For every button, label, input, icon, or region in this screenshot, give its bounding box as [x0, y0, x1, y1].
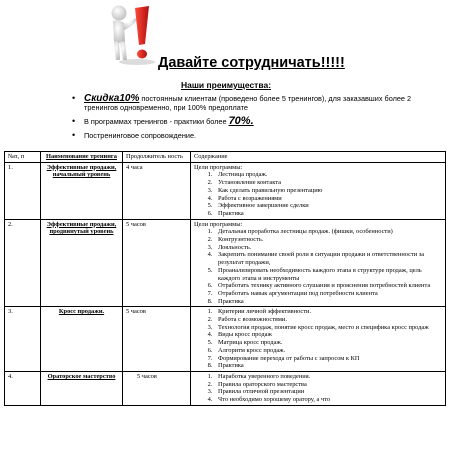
goal-item: 1. Детальная проработка лестницы продаж. (фишки, особенности): [214, 228, 442, 236]
goal-item: 7. Формирование перехода от работы с запросом к КП: [214, 355, 442, 363]
table-row: [5, 219, 446, 307]
goal-item: 2. Работа с возможностями.: [214, 316, 442, 324]
training-table: [4, 151, 446, 406]
training-duration: 5 часов: [123, 307, 191, 372]
goal-item: 3. Технология продаж, понятие кросс продаж, место и специфика кросс продаж: [214, 324, 442, 332]
goal-item: 1. Лестница продаж.: [214, 171, 442, 179]
row-number: 4.: [5, 371, 41, 405]
header-number: №п, п: [5, 152, 41, 163]
goal-item: 5. Эффективное завершение сделки: [214, 202, 442, 210]
goal-item: 6. Практика: [214, 210, 442, 218]
person-with-exclamation-icon: [105, 2, 165, 67]
training-duration: 5 часов: [123, 371, 191, 405]
table-header-row: [5, 152, 446, 163]
goal-item: 4. Работа с возражениями: [214, 195, 442, 203]
advantage-practice: • В программах тренингов - практики более 70%.: [72, 115, 254, 127]
headline: Давайте сотрудничать!!!!!: [158, 55, 345, 71]
training-content: [191, 219, 446, 307]
training-title: Эффективные продажи, начальный уровень: [41, 162, 123, 219]
goal-item: 2. Установление контакта: [214, 179, 442, 187]
header-duration: Продолжитель ность: [123, 152, 191, 163]
goal-item: 8. Практика: [214, 362, 442, 370]
training-content: [191, 371, 446, 405]
goals-list: [194, 308, 442, 370]
goal-item: 4. Что необходимо хорошему оратору, а что: [214, 396, 442, 404]
training-duration: 5 часов: [123, 219, 191, 307]
advantage-discount: • Скидка10% постоянным клиентам (проведено более 5 тренингов), для заказавших более 2 тренингов одновременно, при 100% предоплате: [72, 93, 412, 112]
goal-item: 3. Как сделать правильную презентацию: [214, 187, 442, 195]
goal-item: 7. Отработать навык аргументации под потребности клиента: [214, 290, 442, 298]
training-duration: 4 часа: [123, 162, 191, 219]
training-content: [191, 307, 446, 372]
training-title: Эффективные продажи, продвинутый уровень: [41, 219, 123, 307]
advantage-support: • Постренинговое сопровождение.: [72, 130, 197, 140]
advantages-list: [70, 94, 440, 145]
bullet-dot-icon: •: [72, 93, 76, 103]
goal-item: 2. Конгруэнтность.: [214, 236, 442, 244]
training-title: Ораторское мастерство: [41, 371, 123, 405]
row-number: 3.: [5, 307, 41, 372]
table-row: [5, 162, 446, 219]
row-number: 1.: [5, 162, 41, 219]
training-content: [191, 162, 446, 219]
goal-item: 1. Наработка уверенного поведения.: [214, 373, 442, 381]
goal-item: 8. Практика: [214, 298, 442, 306]
goals-label: Цели программы:: [194, 163, 243, 171]
goal-item: 4. Закрепить понимание своей роли в ситуации продажи и ответственности за результат продажи,: [214, 251, 442, 266]
goal-item: 3. Правила отличной презентации: [214, 388, 442, 396]
goal-item: 6. Алгоритм кросс продаж.: [214, 347, 442, 355]
goal-item: 1. Критерии личной эффективности.: [214, 308, 442, 316]
advantages-title: Наши преимущества:: [180, 80, 272, 90]
goal-item: 5. Матрица кросс продаж.: [214, 339, 442, 347]
header-content: Содержание: [191, 152, 446, 163]
row-number: 2.: [5, 219, 41, 307]
table-row: [5, 307, 446, 372]
goal-item: 2. Правила ораторского мастерства: [214, 381, 442, 389]
header-name: Наименование тренинга: [41, 152, 123, 163]
goal-item: 5. Проанализировать необходимость каждого этапа в структуре продаж, цель каждого этапа и инструменты: [214, 267, 442, 282]
goal-item: 4. Виды кросс продаж: [214, 331, 442, 339]
goals-list: [194, 373, 442, 404]
training-title: Кросс продажи.: [41, 307, 123, 372]
goals-list: [194, 228, 442, 305]
goal-item: 3. Лояльность.: [214, 244, 442, 252]
goals-list: [194, 171, 442, 217]
goals-label: Цели программы:: [194, 220, 243, 228]
bullet-dot-icon: •: [72, 116, 76, 126]
goal-item: 6. Отработать технику активного слушания и прояснения потребностей клиента: [214, 282, 442, 290]
table-row: [5, 371, 446, 405]
bullet-dot-icon: •: [72, 130, 76, 140]
